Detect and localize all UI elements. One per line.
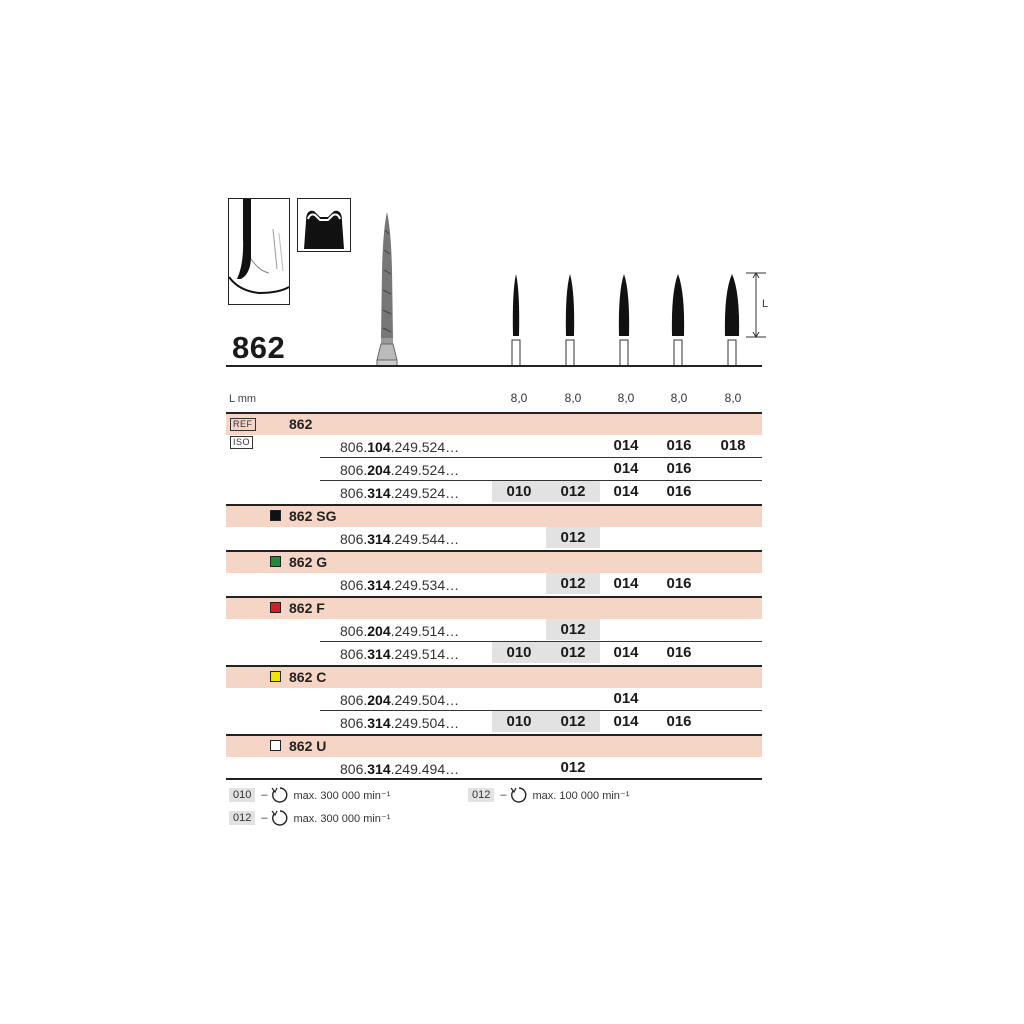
order-code-suffix: .249.524…	[390, 439, 460, 455]
group-header-row	[226, 504, 762, 527]
order-code-shank: 314	[367, 646, 391, 662]
grit-color-swatch	[270, 740, 281, 751]
size-cell: 014	[613, 713, 639, 730]
rotation-icon	[271, 786, 289, 804]
size-cell: 014	[613, 437, 639, 454]
grit-color-swatch	[270, 671, 281, 682]
length-label: L mm	[229, 393, 257, 405]
header-rule	[226, 365, 762, 367]
size-cell: 012	[546, 573, 600, 594]
product-number: 862	[232, 330, 286, 365]
order-code-suffix: .249.494…	[390, 761, 460, 777]
bur-size-1	[508, 272, 524, 366]
order-code-prefix: 806.	[340, 577, 368, 593]
product-row	[226, 458, 762, 480]
size-cell: 014	[613, 483, 639, 500]
bur-size-5	[721, 272, 743, 366]
length-value: 8,0	[670, 391, 688, 405]
order-code-suffix: .249.534…	[390, 577, 460, 593]
order-code	[340, 715, 459, 731]
group-header-row	[226, 734, 762, 757]
order-code	[340, 761, 459, 777]
order-code-shank: 104	[367, 439, 391, 455]
size-cell: 014	[613, 575, 639, 592]
length-dimension-label: L	[762, 298, 769, 310]
bur-large-illustration	[372, 210, 402, 366]
group-header-row	[226, 665, 762, 688]
order-code	[340, 692, 459, 708]
product-row	[226, 573, 762, 595]
order-code-shank: 314	[367, 531, 391, 547]
size-cell: 010	[492, 481, 546, 502]
size-cell: 016	[666, 644, 692, 661]
order-code-prefix: 806.	[340, 531, 368, 547]
order-code-suffix: .249.514…	[390, 623, 460, 639]
length-value: 8,0	[724, 391, 742, 405]
size-cell: 010	[492, 642, 546, 663]
order-code-shank: 204	[367, 692, 391, 708]
iso-label: ISO	[230, 436, 253, 449]
bur-size-2	[562, 272, 578, 366]
size-cell: 012	[546, 711, 600, 732]
size-cell: 016	[666, 460, 692, 477]
order-code	[340, 531, 459, 547]
legend-dash: –	[261, 812, 268, 824]
rotation-icon	[510, 786, 528, 804]
group-header-row	[226, 596, 762, 619]
order-code-prefix: 806.	[340, 761, 368, 777]
legend-text: max. 300 000 min⁻¹	[293, 789, 391, 802]
size-cell: 016	[666, 575, 692, 592]
grit-color-swatch	[270, 556, 281, 567]
order-code-prefix: 806.	[340, 715, 368, 731]
legend-dash: –	[500, 789, 507, 801]
size-cell: 014	[613, 690, 639, 707]
product-row	[226, 757, 762, 779]
bur-size-4	[668, 272, 688, 366]
order-code	[340, 623, 459, 639]
size-cell: 016	[666, 437, 692, 454]
order-code-prefix: 806.	[340, 692, 368, 708]
group-label: 862	[289, 416, 313, 432]
size-cell: 012	[546, 642, 600, 663]
group-label: 862 C	[289, 669, 327, 685]
product-row	[226, 481, 762, 503]
rotation-icon	[271, 809, 289, 827]
order-code-suffix: .249.514…	[390, 646, 460, 662]
group-label: 862 G	[289, 554, 328, 570]
order-code-suffix: .249.544…	[390, 531, 460, 547]
order-code-suffix: .249.524…	[390, 462, 460, 478]
group-header-row	[226, 550, 762, 573]
order-code-prefix: 806.	[340, 623, 368, 639]
order-code-prefix: 806.	[340, 485, 368, 501]
order-code	[340, 485, 459, 501]
legend-size: 010	[229, 788, 255, 802]
group-header-row	[226, 412, 762, 435]
group-label: 862 F	[289, 600, 325, 616]
order-code-prefix: 806.	[340, 646, 368, 662]
legend-size: 012	[468, 788, 494, 802]
product-row	[226, 619, 762, 641]
root-canal-illustration	[228, 198, 290, 305]
product-row	[226, 711, 762, 733]
size-cell: 014	[613, 644, 639, 661]
size-cell: 012	[546, 481, 600, 502]
crown-prep-illustration	[297, 198, 351, 252]
product-row	[226, 527, 762, 549]
order-code-prefix: 806.	[340, 462, 368, 478]
order-code-shank: 314	[367, 577, 391, 593]
order-code-shank: 314	[367, 715, 391, 731]
legend-size: 012	[229, 811, 255, 825]
grit-color-swatch	[270, 602, 281, 613]
length-value: 8,0	[510, 391, 528, 405]
order-code-suffix: .249.504…	[390, 715, 460, 731]
length-value: 8,0	[564, 391, 582, 405]
group-label: 862 U	[289, 738, 327, 754]
order-code-prefix: 806.	[340, 439, 368, 455]
product-row	[226, 688, 762, 710]
bur-size-3	[615, 272, 633, 366]
size-cell: 012	[546, 619, 600, 640]
size-cell: 012	[546, 527, 600, 548]
order-code	[340, 646, 459, 662]
size-cell: 014	[613, 460, 639, 477]
size-cell: 016	[666, 713, 692, 730]
grit-color-swatch	[270, 510, 281, 521]
size-cell: 010	[492, 711, 546, 732]
length-value: 8,0	[617, 391, 635, 405]
order-code	[340, 439, 459, 455]
size-cell: 012	[560, 759, 586, 776]
size-cell: 016	[666, 483, 692, 500]
order-code-suffix: .249.504…	[390, 692, 460, 708]
order-code	[340, 462, 459, 478]
order-code	[340, 577, 459, 593]
ref-label: REF	[230, 418, 256, 431]
legend-item-1	[229, 786, 390, 804]
order-code-shank: 314	[367, 485, 391, 501]
order-code-shank: 204	[367, 623, 391, 639]
legend-text: max. 100 000 min⁻¹	[532, 789, 630, 802]
order-code-shank: 314	[367, 761, 391, 777]
legend-item-2	[468, 786, 629, 804]
product-row	[226, 642, 762, 664]
order-code-shank: 204	[367, 462, 391, 478]
legend-item-3	[229, 809, 390, 827]
order-code-suffix: .249.524…	[390, 485, 460, 501]
table-bottom-rule	[226, 778, 762, 780]
size-cell: 018	[720, 437, 746, 454]
group-label: 862 SG	[289, 508, 337, 524]
product-row	[226, 435, 762, 457]
legend-text: max. 300 000 min⁻¹	[293, 812, 391, 825]
legend-dash: –	[261, 789, 268, 801]
